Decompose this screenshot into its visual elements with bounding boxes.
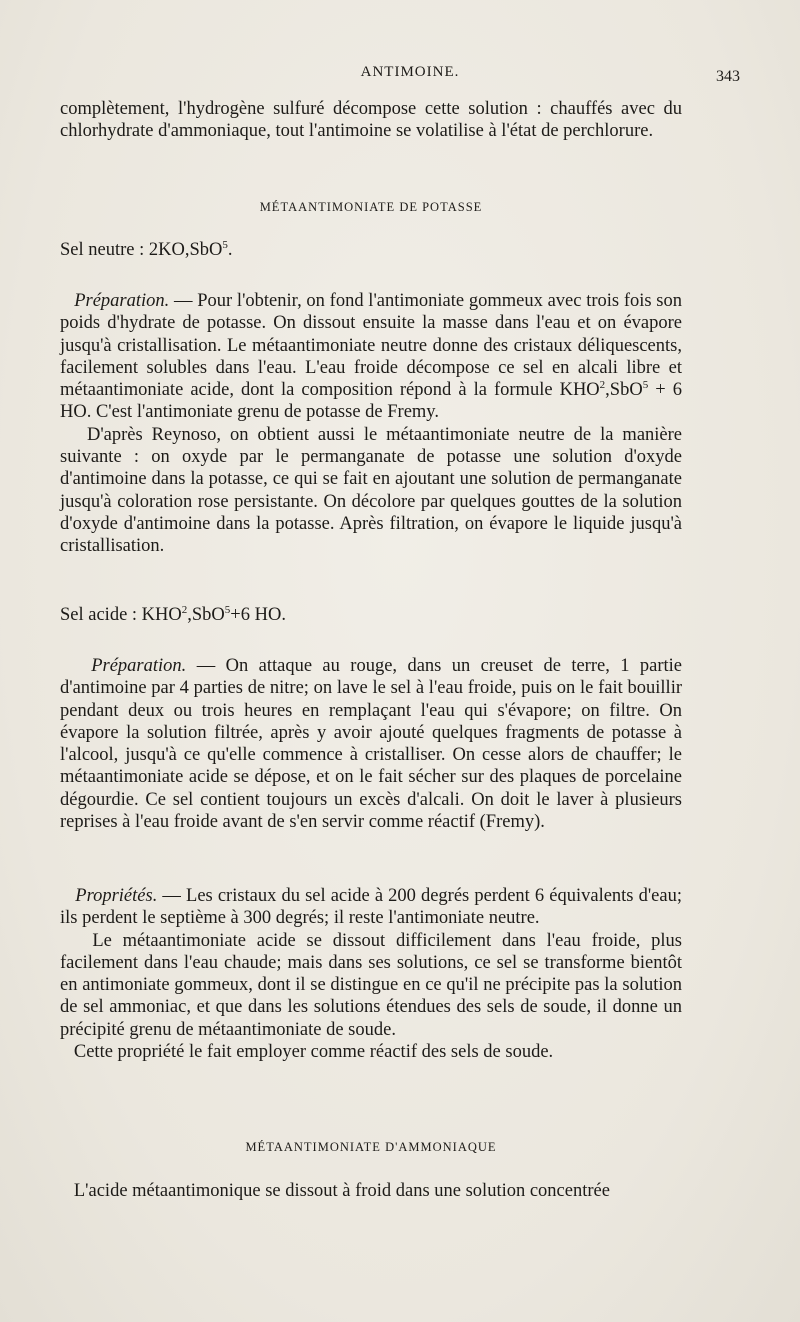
preparation-1-lead: Préparation. (74, 291, 170, 311)
acid-salt-mid: ,SbO (187, 605, 225, 625)
preparation-1-text-b: ,SbO (605, 380, 643, 401)
preparation-1-paragraph (60, 290, 682, 558)
preparation-2-lead: Préparation. (91, 656, 187, 676)
running-title: ANTIMOINE. (360, 64, 460, 80)
preparation-1-text-c: + 6 HO. C'est l'antimoniate grenu de potasse de Fremy. (60, 380, 682, 423)
page-number: 343 (716, 68, 740, 85)
reactive-paragraph: Cette propriété le fait employer comme réactif des sels de soude. (73, 1042, 554, 1063)
neutral-salt-sup: 5 (222, 238, 228, 251)
preparation-2-paragraph (60, 655, 682, 833)
preparation-1-sup-a: 2 (599, 379, 606, 392)
properties-paragraph (60, 885, 682, 1063)
intro-text: complètement, l'hydrogène sulfuré décompose cette solution : chauffés avec du chlorhydrate d'ammoniaque, tout l'antimoine se volatilise à l'état de perchlorure. (60, 99, 682, 142)
section-heading-potasse: MÉTAANTIMONIATE DE POTASSE (259, 200, 483, 214)
reynoso-paragraph: D'après Reynoso, on obtient aussi le métaantimoniate neutre de la manière suivante : on oxyde par le permanganate de potasse une solution d'oxyde d'antimoine dans la potasse, ce qui se fait en ajoutant une solution de permanganate jusqu'à coloration rose persistante. On décolore par quelques gouttes de la solution d'oxyde d'antimoine dans la potasse. Après filtration, on évapore le liquide jusqu'à cristallisation. (60, 424, 682, 557)
preparation-1-sup-b: 5 (642, 379, 649, 392)
preparation-1-text-a: — Pour l'obtenir, on fond l'antimoniate gommeux avec trois fois son poids d'hydrate de potasse. On dissout ensuite la masse dans l'eau et on évapore jusqu'à cristallisation. Le métaantimoniate neutre donne des cristaux déliquescents, facilement solubles dans l'eau. L'eau froide décompose ce sel en alcali libre et métaantimoniate acide, dont la composition répond à la formule KHO (60, 291, 682, 401)
preparation-2-text: — On attaque au rouge, dans un creuset de terre, 1 partie d'antimoine par 4 parties de nitre; on lave le sel à l'eau froide, puis on le fait bouillir pendant deux ou trois heures en remplaçant l'eau qui s'évapore; on filtre. On évapore la solution filtrée, après y avoir ajouté quelques fragments de potasse à l'alcool, jusqu'à ce qu'elle commence à cristalliser. On cesse alors de chauffer; le métaantimoniate acide se dépose, et on le fait sécher sur des plaques de porcelaine dégourdie. Ce sel contient toujours un excès d'alcali. On doit le laver à plusieurs reprises à l'eau froide avant de s'en servir comme réactif (Fremy). (60, 656, 683, 833)
neutral-salt-label: Sel neutre : 2KO,SbO (60, 240, 223, 260)
intro-paragraph (60, 98, 682, 143)
solubility-paragraph: Le métaantimoniate acide se dissout difficilement dans l'eau froide, plus facilement dans l'eau chaude; mais dans ses solutions, ce sel se transforme bientôt en antimoniate gommeux, dont il se distingue en ce qu'il ne précipite pas la solution de sel ammoniac, et que dans les solutions étendues des sels de soude, il donne un précipité grenu de métaantimoniate de soude. (60, 930, 682, 1040)
acid-salt-formula (60, 605, 286, 626)
last-paragraph (60, 1180, 682, 1202)
neutral-salt-tail: . (227, 240, 233, 260)
neutral-salt-formula (60, 240, 233, 261)
properties-lead: Propriétés. (75, 886, 158, 906)
acid-salt-tail: +6 HO. (230, 605, 286, 625)
page-header (60, 62, 760, 86)
acid-salt-label: Sel acide : KHO (60, 605, 182, 625)
properties-text: — Les cristaux du sel acide à 200 degrés perdent 6 équivalents d'eau; ils perdent le septième à 300 degrés; il reste l'antimoniate neutre. (60, 886, 682, 929)
last-paragraph-text: L'acide métaantimonique se dissout à froid dans une solution concentrée (73, 1181, 610, 1201)
acid-salt-sup-b: 5 (224, 603, 231, 616)
section-heading-ammoniaque: MÉTAANTIMONIATE D'AMMONIAQUE (245, 1140, 497, 1154)
acid-salt-sup-a: 2 (181, 603, 188, 616)
